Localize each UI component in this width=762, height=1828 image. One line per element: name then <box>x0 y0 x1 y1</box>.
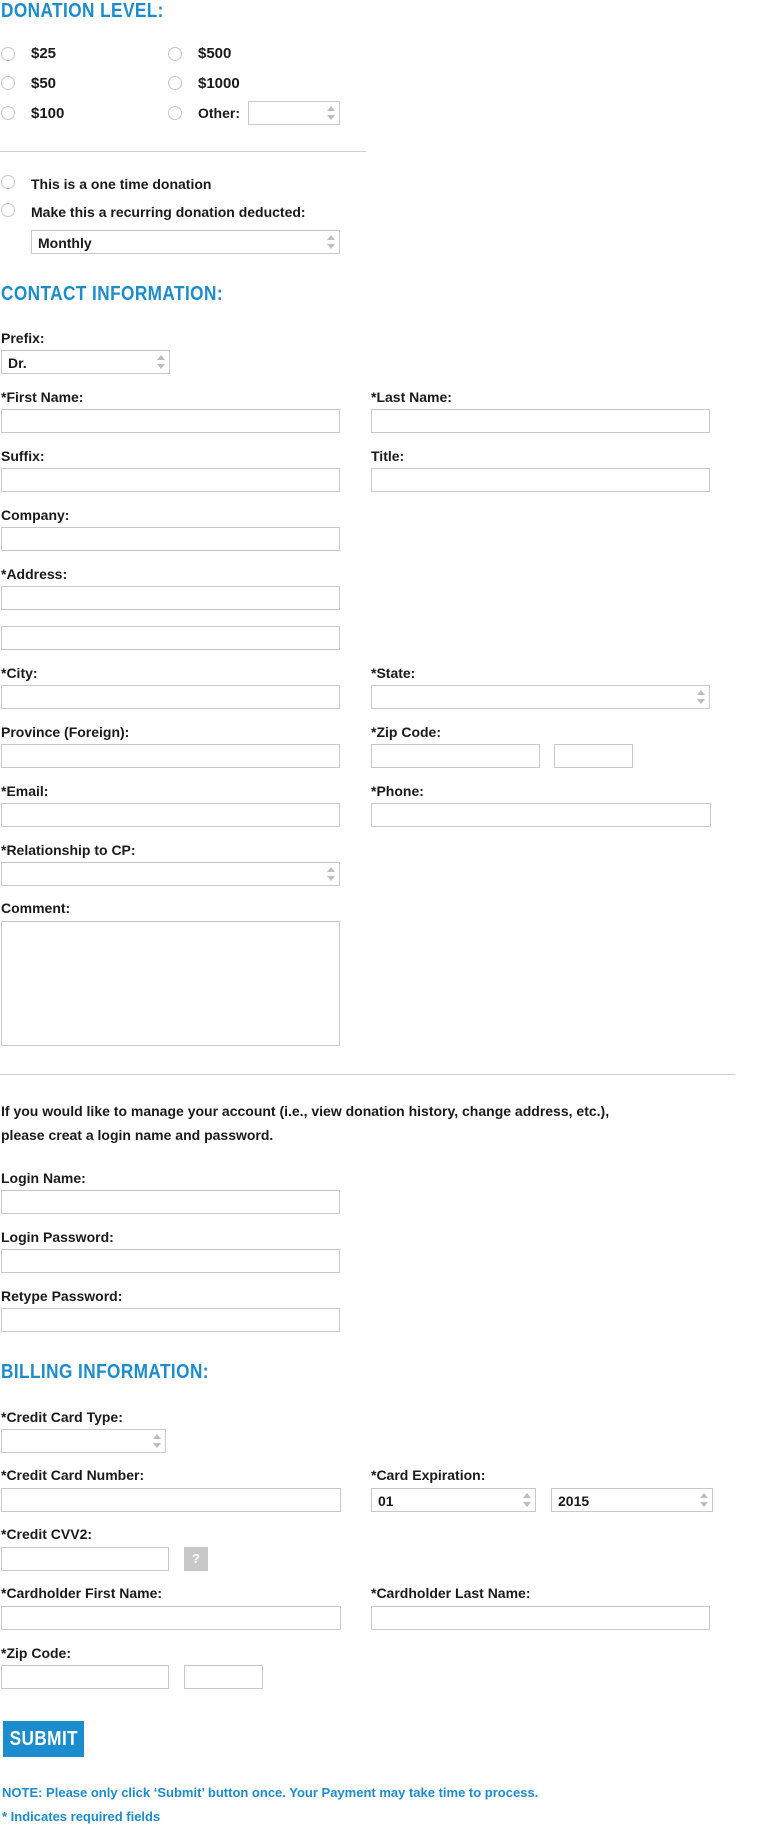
last-name-input[interactable] <box>371 409 710 433</box>
billing-zip-label: *Zip Code: <box>1 1645 71 1661</box>
cardholder-first-label: *Cardholder First Name: <box>1 1585 163 1601</box>
comment-label: Comment: <box>1 900 71 916</box>
account-intro-line2: please creat a login name and password. <box>1 1127 274 1143</box>
zip-input[interactable] <box>371 744 540 768</box>
select-arrows-icon <box>327 867 335 881</box>
first-name-label: *First Name: <box>1 389 84 405</box>
billing-zip-input[interactable] <box>1 1665 169 1689</box>
radio-500[interactable] <box>168 47 182 61</box>
card-number-input[interactable] <box>1 1488 341 1512</box>
radio-one-time[interactable] <box>1 175 15 189</box>
select-arrows-icon <box>153 1434 161 1448</box>
other-amount-stepper[interactable] <box>248 101 340 125</box>
zip-label: *Zip Code: <box>371 724 441 740</box>
option-50-label: $50 <box>31 75 57 92</box>
title-label: Title: <box>371 448 405 464</box>
exp-year-select[interactable] <box>551 1488 713 1512</box>
city-input[interactable] <box>1 685 340 709</box>
zip-extension-input[interactable] <box>554 744 633 768</box>
email-input[interactable] <box>1 803 340 827</box>
cvv-input[interactable] <box>1 1547 169 1571</box>
suffix-label: Suffix: <box>1 448 45 464</box>
login-password-label: Login Password: <box>1 1229 114 1245</box>
city-label: *City: <box>1 665 38 681</box>
option-1000-label: $1000 <box>198 75 240 92</box>
option-25-label: $25 <box>31 45 57 62</box>
select-arrows-icon <box>700 1493 708 1507</box>
radio-other[interactable] <box>168 106 182 120</box>
address-line1-input[interactable] <box>1 586 340 610</box>
help-icon: ? <box>192 1551 200 1566</box>
radio-25[interactable] <box>1 47 15 61</box>
first-name-input[interactable] <box>1 409 340 433</box>
last-name-label: *Last Name: <box>371 389 452 405</box>
phone-label: *Phone: <box>371 783 424 799</box>
submit-note: NOTE: Please only click ‘Submit’ button once. Your Payment may take time to process. <box>2 1785 539 1800</box>
login-password-input[interactable] <box>1 1249 340 1273</box>
divider <box>0 1074 735 1075</box>
frequency-select[interactable] <box>31 230 340 254</box>
state-select[interactable] <box>371 685 710 709</box>
company-input[interactable] <box>1 527 340 551</box>
option-500-label: $500 <box>198 45 232 62</box>
select-arrows-icon <box>157 355 165 369</box>
exp-month-select[interactable] <box>371 1488 536 1512</box>
login-name-input[interactable] <box>1 1190 340 1214</box>
email-label: *Email: <box>1 783 49 799</box>
card-type-select[interactable] <box>1 1429 166 1453</box>
login-name-label: Login Name: <box>1 1170 86 1186</box>
company-label: Company: <box>1 507 70 523</box>
radio-100[interactable] <box>1 106 15 120</box>
account-intro-line1: If you would like to manage your account (i.e., view donation history, change address, etc.), <box>1 1103 610 1119</box>
province-label: Province (Foreign): <box>1 724 130 740</box>
suffix-input[interactable] <box>1 468 340 492</box>
cardholder-first-input[interactable] <box>1 1606 341 1630</box>
exp-month-value: 01 <box>378 1493 394 1509</box>
radio-1000[interactable] <box>168 76 182 90</box>
prefix-value: Dr. <box>8 355 27 371</box>
cardholder-last-label: *Cardholder Last Name: <box>371 1585 531 1601</box>
card-type-label: *Credit Card Type: <box>1 1409 123 1425</box>
prefix-select[interactable] <box>1 350 170 374</box>
relationship-select[interactable] <box>1 862 340 886</box>
card-expiration-label: *Card Expiration: <box>371 1467 486 1483</box>
prefix-label: Prefix: <box>1 330 45 346</box>
required-note: * Indicates required fields <box>2 1809 161 1824</box>
title-input[interactable] <box>371 468 710 492</box>
address-label: *Address: <box>1 566 68 582</box>
radio-50[interactable] <box>1 76 15 90</box>
recurring-label: Make this a recurring donation deducted: <box>31 204 306 220</box>
cvv-label: *Credit CVV2: <box>1 1526 93 1542</box>
retype-password-input[interactable] <box>1 1308 340 1332</box>
submit-label: SUBMIT <box>9 1728 78 1750</box>
option-100-label: $100 <box>31 105 65 122</box>
billing-zip-extension-input[interactable] <box>184 1665 263 1689</box>
divider <box>0 151 366 152</box>
billing-heading: BILLING INFORMATION: <box>1 1361 209 1383</box>
stepper-arrows-icon[interactable] <box>327 106 335 120</box>
select-arrows-icon <box>523 1493 531 1507</box>
cardholder-last-input[interactable] <box>371 1606 710 1630</box>
retype-password-label: Retype Password: <box>1 1288 123 1304</box>
frequency-value: Monthly <box>38 235 92 251</box>
state-label: *State: <box>371 665 416 681</box>
relationship-label: *Relationship to CP: <box>1 842 136 858</box>
phone-input[interactable] <box>371 803 711 827</box>
account-intro <box>1 1099 741 1147</box>
radio-recurring[interactable] <box>1 203 15 217</box>
select-arrows-icon <box>327 235 335 249</box>
province-input[interactable] <box>1 744 340 768</box>
address-line2-input[interactable] <box>1 626 340 650</box>
donation-level-heading: DONATION LEVEL: <box>1 0 164 22</box>
card-number-label: *Credit Card Number: <box>1 1467 145 1483</box>
cvv-help-button[interactable] <box>184 1547 208 1571</box>
contact-heading: CONTACT INFORMATION: <box>1 283 223 305</box>
comment-textarea[interactable] <box>1 921 340 1046</box>
exp-year-value: 2015 <box>558 1493 590 1509</box>
select-arrows-icon <box>697 690 705 704</box>
option-other-label: Other: <box>198 105 240 121</box>
one-time-label: This is a one time donation <box>31 176 212 192</box>
submit-button[interactable] <box>3 1721 84 1757</box>
